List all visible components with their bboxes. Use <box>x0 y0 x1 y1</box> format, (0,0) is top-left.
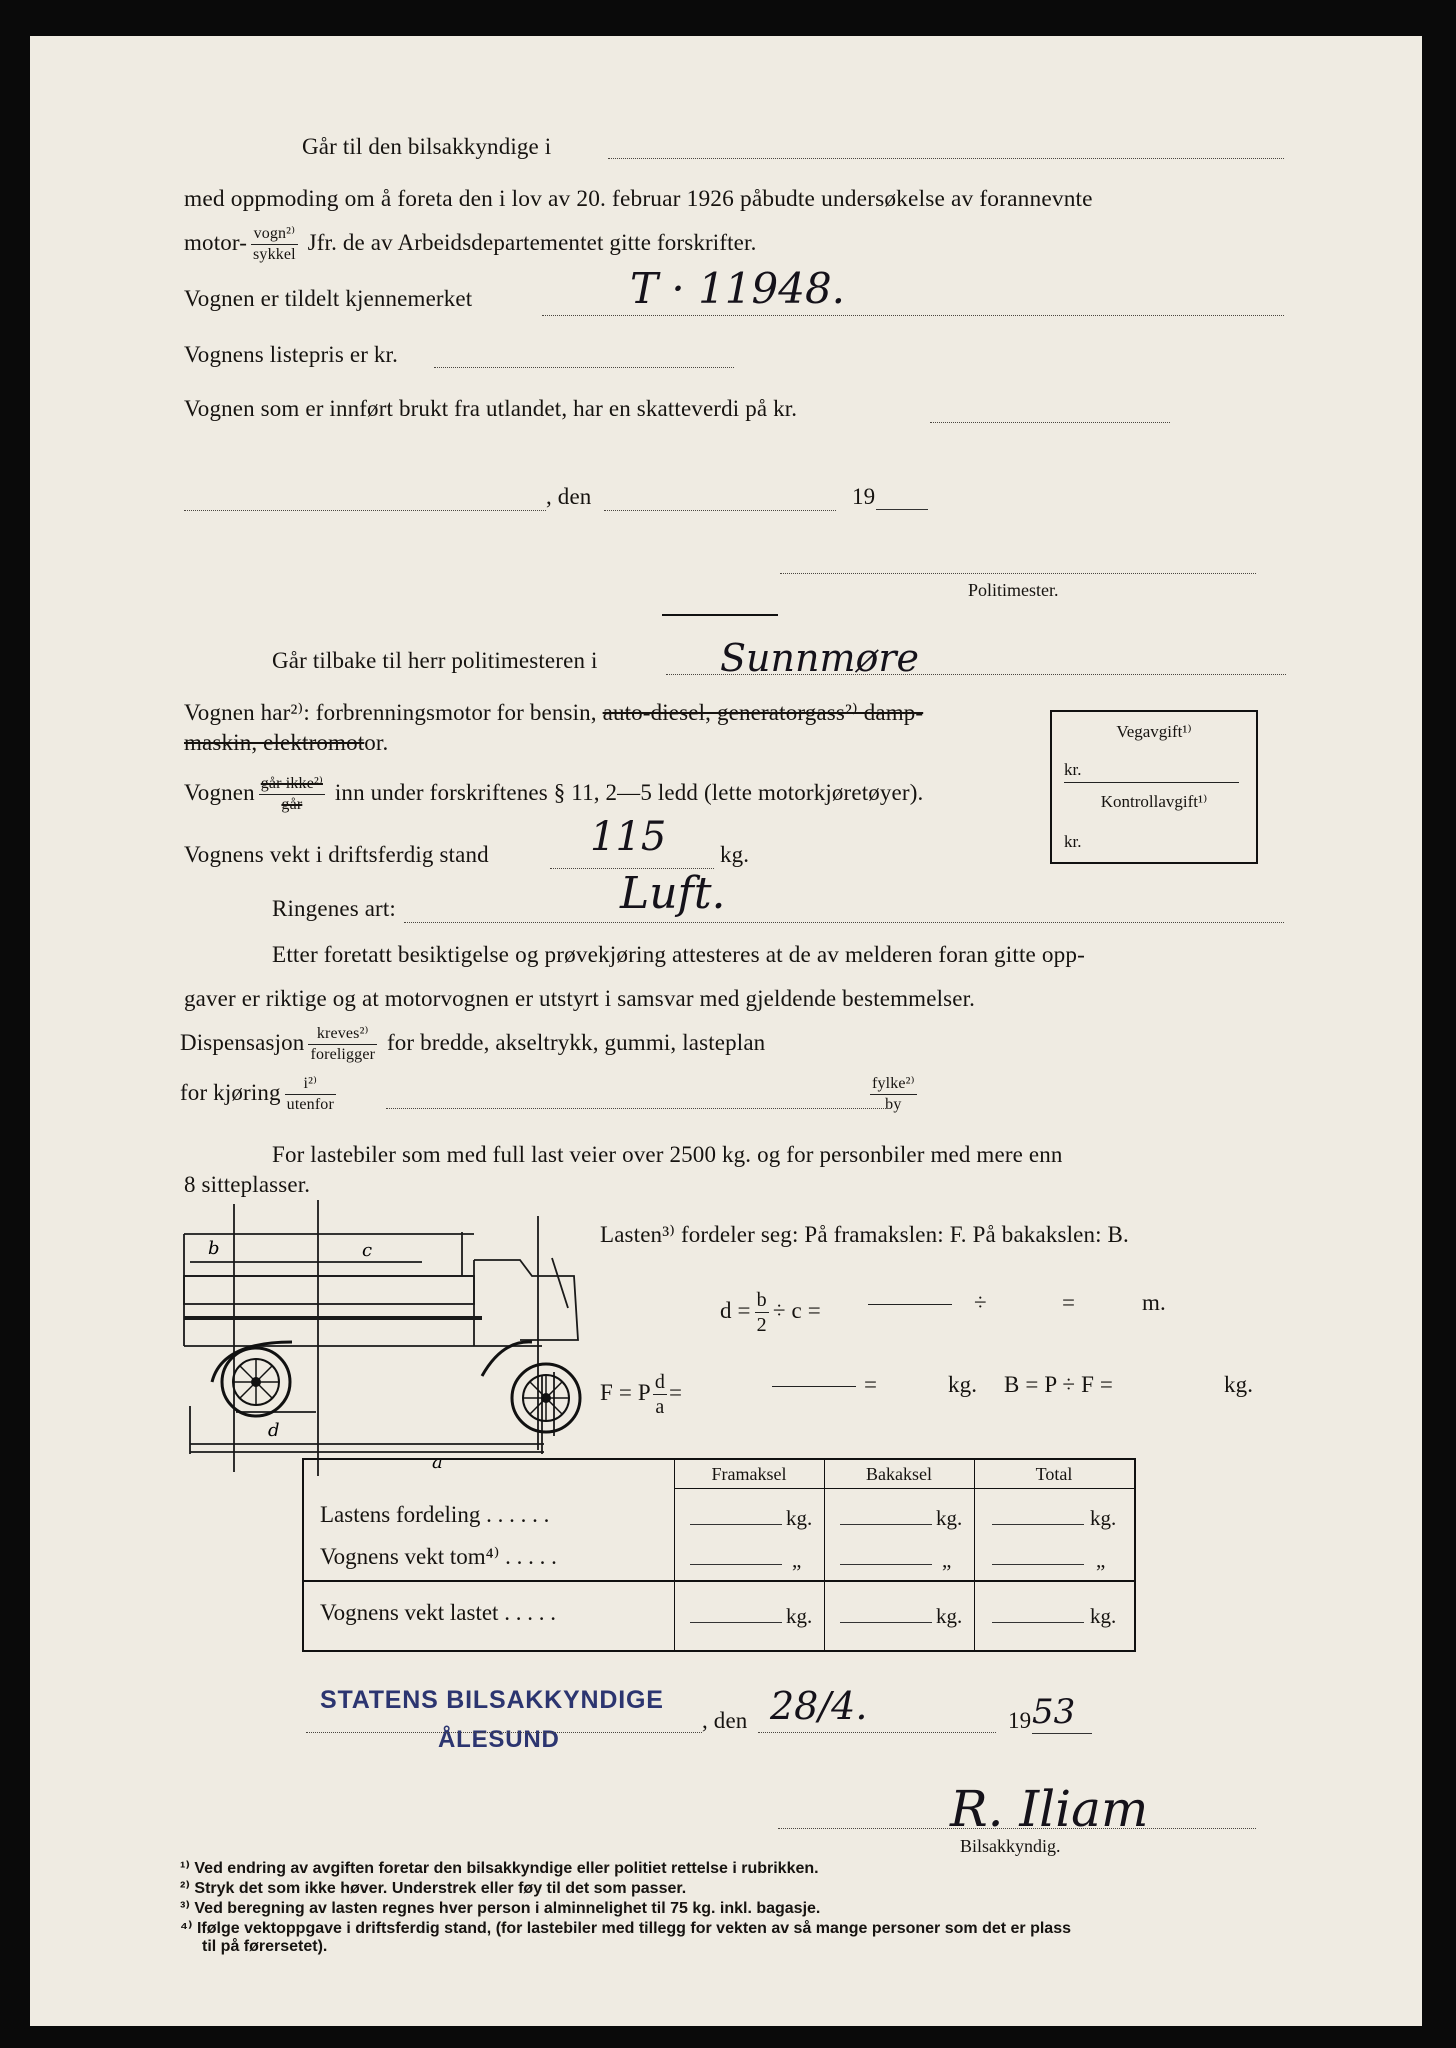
attest-line1: Etter foretatt besiktigelse og prøvekjøring attesteres at de av melderen foran gitte opp- <box>272 942 1086 968</box>
formula-f <box>600 1372 682 1417</box>
frac-b: b <box>756 1289 767 1311</box>
cell-field[interactable] <box>690 1524 782 1525</box>
cell-field[interactable] <box>992 1564 1084 1565</box>
frac-sykkel: sykkel <box>253 246 296 263</box>
truck-rear-wheel <box>222 1348 290 1416</box>
bilsakkyndig-year-field[interactable] <box>1032 1733 1092 1734</box>
frac-fylke: fylke²⁾ <box>870 1076 917 1095</box>
frac-a: a <box>655 1396 665 1418</box>
kjoring-line <box>180 1076 340 1113</box>
frac-i: i²⁾ <box>285 1076 336 1095</box>
motor-fuel-pre: Vognen har²⁾: forbrenningsmotor for bensin, <box>184 700 597 725</box>
formula-f-blank <box>772 1386 856 1387</box>
fee-box <box>1050 710 1258 864</box>
footnote-marker: ⁴⁾ <box>180 1920 193 1937</box>
lette-post: inn under forskriftenes § 11, 2—5 ledd (lette motorkjøretøyer). <box>334 779 924 805</box>
motor-fuel-end: or. <box>364 730 389 755</box>
d-over-a <box>653 1372 667 1417</box>
cell-unit: „ <box>792 1548 802 1572</box>
cell-field[interactable] <box>840 1622 932 1623</box>
tilbake-label: Går tilbake til herr politimesteren i <box>272 648 598 673</box>
formula-f-pre: F = P <box>600 1379 651 1405</box>
listepris-label: Vognens listepris er kr. <box>184 342 398 367</box>
motor-prefix: motor- <box>184 229 248 255</box>
lastebil-line2: 8 sitteplasser. <box>184 1172 311 1197</box>
dispensasjon-line <box>180 1026 765 1063</box>
header-bakaksel: Bakaksel <box>866 1464 932 1484</box>
skatteverdi-label: Vognen som er innført brukt fra utlandet, har en skatteverdi på kr. <box>184 396 798 421</box>
vegavgift-field[interactable] <box>1064 782 1239 783</box>
cell-unit: „ <box>942 1548 952 1572</box>
ringenes-field[interactable] <box>404 922 1284 923</box>
footnote-text: Ved beregning av lasten regnes hver person i alminnelighet til 75 kg. inkl. bagasje. <box>194 1900 821 1917</box>
lasten-line: Lasten³⁾ fordeler seg: På framakslen: F. På bakakslen: B. <box>600 1222 1129 1247</box>
diagram-label-d: d <box>268 1420 280 1441</box>
formula-d-post: ÷ c = <box>772 1297 821 1323</box>
cell-unit: kg. <box>936 1604 963 1628</box>
formula-d-pre: d = <box>720 1297 751 1323</box>
bilsakkyndig-date-handwritten: 28/4. <box>770 1684 868 1728</box>
gar-fraction <box>259 776 325 813</box>
disp-pre: Dispensasjon <box>180 1029 305 1055</box>
politimester-label: Politimester. <box>968 580 1059 600</box>
formula-b: B = P ÷ F = <box>1004 1372 1114 1397</box>
motor-type-line <box>184 226 756 263</box>
kontrollavgift-kr: kr. <box>1064 832 1082 851</box>
cell-unit: kg. <box>1090 1506 1117 1530</box>
vekt-label: Vognens vekt i driftsferdig stand <box>184 842 489 867</box>
motor-fuel-line2 <box>184 730 388 756</box>
cell-field[interactable] <box>840 1564 932 1565</box>
cell-unit: kg. <box>786 1506 813 1530</box>
kjennemerke-field[interactable] <box>542 315 1284 316</box>
forskrifter-text: Jfr. de av Arbeidsdepartementet gitte forskrifter. <box>307 229 757 255</box>
kjoring-fraction <box>285 1076 336 1113</box>
formula-div: ÷ <box>974 1290 987 1315</box>
formula-kg1: kg. <box>948 1372 978 1397</box>
header-total: Total <box>1035 1464 1073 1484</box>
motor-fuel-struck: auto-diesel, generatorgass²⁾ damp- <box>602 700 924 725</box>
footnote-1 <box>180 1858 819 1878</box>
cell-field[interactable] <box>690 1564 782 1565</box>
attest-line2: gaver er riktige og at motorvognen er utstyrt i samsvar med gjeldende bestemmelser. <box>184 986 976 1011</box>
footnote-4 <box>180 1918 1071 1938</box>
kjennemerke-label: Vognen er tildelt kjennemerket <box>184 286 473 311</box>
lette-line <box>184 776 923 813</box>
motor-fuel-line <box>184 700 923 726</box>
frac-vogn: vogn²⁾ <box>251 226 298 245</box>
formula-d <box>720 1290 821 1335</box>
vogn-sykkel-fraction <box>251 226 298 263</box>
frac-d: d <box>654 1371 665 1393</box>
separator-rule <box>662 614 778 616</box>
bilsakkyndig-year-handwritten: 53 <box>1032 1692 1076 1732</box>
vekt-handwritten: 115 <box>590 814 667 860</box>
frac-gar-ikke: går ikke²⁾ <box>259 776 325 795</box>
bilsakkyndig-title: Bilsakkyndig. <box>960 1836 1061 1856</box>
motor-fuel-struck2: maskin, elektromot <box>184 730 365 755</box>
footnote-text: Stryk det som ikke høver. Understrek eller føy til det som passer. <box>194 1880 687 1897</box>
request-text: med oppmoding om å foreta den i lov av 20. februar 1926 påbudte undersøkelse av forannevnte <box>184 186 1093 212</box>
vegavgift-kr: kr. <box>1064 760 1082 779</box>
formula-f-eq2: = <box>864 1372 878 1397</box>
bilsakkyndig-den-label: , den <box>702 1708 748 1733</box>
vegavgift-label: Vegavgift¹⁾ <box>1116 722 1192 741</box>
footnote-text: til på førersetet). <box>202 1938 328 1955</box>
politimester-signature-field[interactable] <box>780 573 1256 574</box>
kontrollavgift-label: Kontrollavgift¹⁾ <box>1100 792 1208 811</box>
kjoring-field[interactable] <box>386 1108 886 1109</box>
cell-field[interactable] <box>992 1524 1084 1525</box>
truck-diagram <box>182 1196 592 1482</box>
ringenes-handwritten: Luft. <box>620 868 726 919</box>
diagram-label-a: a <box>432 1452 443 1473</box>
footnote-marker: ¹⁾ <box>180 1860 190 1877</box>
row-lastens-fordeling: Lastens fordeling . . . . . . <box>320 1502 550 1527</box>
bilsakkyndig-signature: R. Iliam <box>950 1780 1149 1838</box>
diagram-label-b: b <box>208 1238 220 1259</box>
police-year-label: 19 <box>852 484 876 509</box>
police-place-field[interactable] <box>184 510 546 511</box>
cell-field[interactable] <box>992 1622 1084 1623</box>
listepris-field[interactable] <box>434 367 734 368</box>
footnote-marker: ²⁾ <box>180 1880 190 1897</box>
lette-pre: Vognen <box>184 779 255 805</box>
stamp-line1: STATENS BILSAKKYNDIGE <box>320 1686 664 1714</box>
form-sheet <box>30 36 1422 2026</box>
bilsakkyndig-signature-field[interactable] <box>778 1828 1256 1829</box>
footnote-text: Ifølge vektoppgave i driftsferdig stand, (for lastebiler med tillegg for vekten av så mange personer som det er plass <box>196 1920 1071 1937</box>
disp-fraction <box>308 1026 377 1063</box>
row-vekt-tom: Vognens vekt tom⁴⁾ . . . . . <box>320 1544 557 1569</box>
footnote-3 <box>180 1898 820 1918</box>
bilsakkyndig-date-field[interactable] <box>758 1732 996 1733</box>
fylke-line <box>866 1076 921 1113</box>
cell-field[interactable] <box>690 1622 782 1623</box>
recipient-label: Går til den bilsakkyndige i <box>302 134 552 159</box>
formula-eq: = <box>1062 1290 1076 1315</box>
disp-post: for bredde, akseltrykk, gummi, lasteplan <box>386 1029 766 1055</box>
police-year-field[interactable] <box>876 509 928 510</box>
formula-m: m. <box>1142 1290 1166 1315</box>
lastebil-line1: For lastebiler som med full last veier over 2500 kg. og for personbiler med mere enn <box>272 1142 1063 1167</box>
cell-unit: kg. <box>786 1604 813 1628</box>
police-date-field[interactable] <box>604 510 836 511</box>
diagram-label-c: c <box>362 1240 373 1261</box>
footnote-2 <box>180 1878 686 1898</box>
skatteverdi-field[interactable] <box>930 422 1170 423</box>
frac-by: by <box>885 1096 902 1113</box>
bilsakkyndig-year-label: 19 <box>1008 1708 1032 1733</box>
police-den-label: , den <box>546 484 592 509</box>
footnote-4-cont <box>202 1938 327 1956</box>
formula-d-blank <box>868 1304 952 1305</box>
vekt-unit: kg. <box>720 842 750 867</box>
bilsakkyndig-place-field[interactable] <box>306 1732 702 1733</box>
frac-foreligger: foreligger <box>310 1046 376 1063</box>
cell-unit: „ <box>1096 1548 1106 1572</box>
kjennemerke-handwritten: T · 11948. <box>630 264 846 313</box>
frac-kreves: kreves²⁾ <box>308 1026 377 1045</box>
kjoring-pre: for kjøring <box>180 1079 281 1105</box>
header-rule <box>674 1488 1134 1489</box>
footnote-text: Ved endring av avgiften foretar den bilsakkyndige eller politiet rettelse i rubrikken. <box>194 1860 819 1877</box>
ringenes-label: Ringenes art: <box>272 896 396 921</box>
formula-kg2: kg. <box>1224 1372 1254 1397</box>
frac-2: 2 <box>756 1314 767 1336</box>
footnote-marker: ³⁾ <box>180 1900 190 1917</box>
cell-field[interactable] <box>840 1524 932 1525</box>
formula-f-eq: = <box>668 1379 683 1405</box>
total-rule <box>304 1580 1134 1582</box>
frac-utenfor: utenfor <box>286 1096 334 1113</box>
recipient-field[interactable] <box>608 158 1284 159</box>
tilbake-handwritten: Sunnmøre <box>720 636 920 680</box>
b-over-2 <box>755 1290 769 1335</box>
header-framaksel: Framaksel <box>711 1464 787 1484</box>
truck-front-wheel <box>512 1364 580 1432</box>
stamp-line2: ÅLESUND <box>438 1726 560 1753</box>
cell-unit: kg. <box>1090 1604 1117 1628</box>
weight-table <box>302 1458 1136 1652</box>
frac-gar: går <box>281 796 303 813</box>
fylke-fraction <box>870 1076 917 1113</box>
cell-unit: kg. <box>936 1506 963 1530</box>
row-vekt-lastet: Vognens vekt lastet . . . . . <box>320 1600 556 1625</box>
